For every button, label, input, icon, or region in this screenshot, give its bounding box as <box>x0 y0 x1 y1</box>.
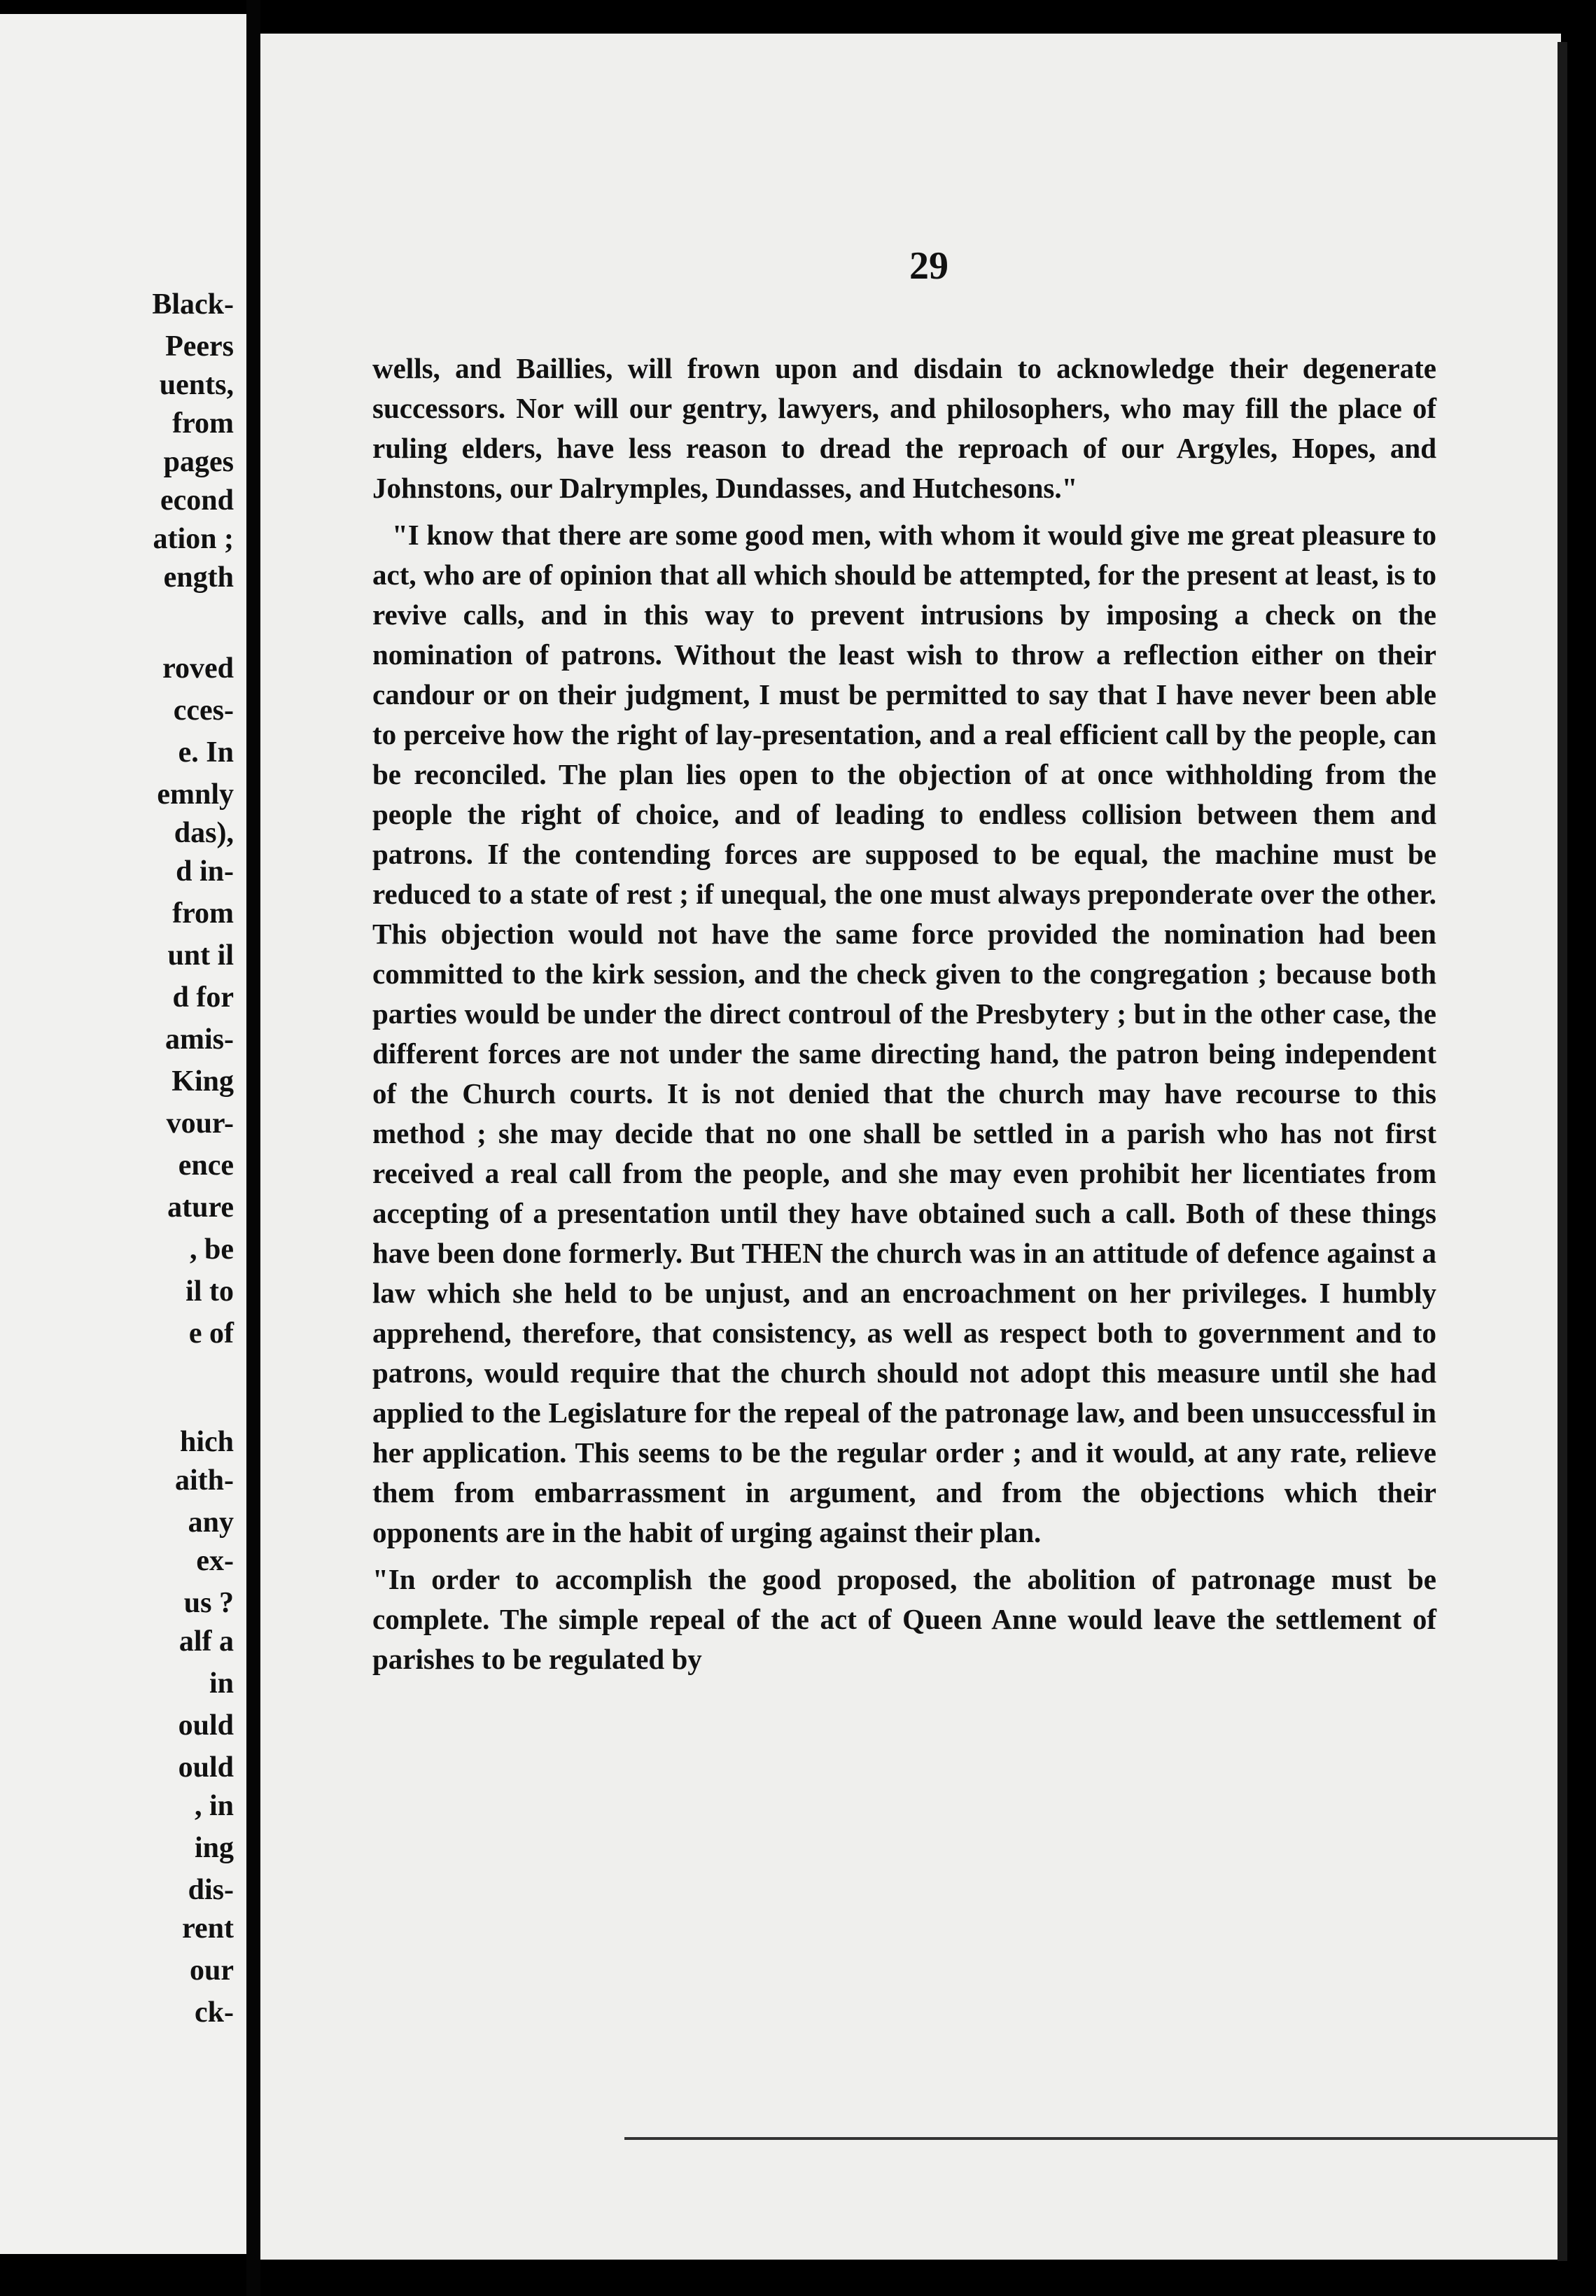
left-margin-fragment: das), <box>174 817 234 849</box>
left-page <box>0 14 246 2254</box>
left-margin-fragment: ength <box>163 561 234 594</box>
page-edge <box>1558 42 1567 2261</box>
left-margin-fragment: Peers <box>165 330 234 363</box>
paragraph: "In order to accomplish the good proposed, the abolition of patronage must be complete. The simple repeal of the act of Queen Anne would leave the settlement of parishes to be regulated by <box>372 1563 1436 1675</box>
left-margin-fragment: ing <box>194 1832 234 1864</box>
body-text <box>372 349 1436 1686</box>
left-margin-fragment: unt il <box>167 939 234 972</box>
left-margin-fragment: econd <box>160 484 234 517</box>
left-margin-fragment: ence <box>178 1149 234 1182</box>
left-margin-fragment: King <box>172 1065 234 1098</box>
page-number: 29 <box>909 244 948 288</box>
left-margin-fragment: dis- <box>188 1874 234 1906</box>
book-spine <box>246 0 260 2296</box>
left-margin-fragment: vour- <box>166 1107 234 1140</box>
left-margin-fragment: il to <box>186 1275 234 1308</box>
left-margin-fragment: emnly <box>157 778 234 811</box>
left-margin-fragment: alf a <box>178 1625 234 1658</box>
left-margin-fragment: in <box>209 1667 234 1700</box>
left-margin-fragment: hich <box>179 1426 234 1458</box>
left-margin-fragment: ex- <box>196 1545 234 1577</box>
bottom-rule <box>624 2137 1561 2140</box>
left-margin-fragment: from <box>172 897 234 930</box>
left-margin-fragment: cces- <box>173 694 234 727</box>
left-margin-fragment: uents, <box>159 369 234 401</box>
left-margin-fragment: Black- <box>152 288 234 321</box>
left-margin-fragment: from <box>172 407 234 440</box>
left-margin-fragment: us ? <box>183 1587 234 1619</box>
left-margin-fragment: , be <box>190 1233 234 1266</box>
left-margin-fragment: ation ; <box>153 523 234 555</box>
left-margin-fragment: d for <box>172 981 234 1014</box>
left-margin-fragment: amis- <box>165 1023 234 1056</box>
left-margin-fragment: rent <box>182 1912 234 1945</box>
left-margin-fragment: e of <box>188 1317 234 1350</box>
left-margin-fragment: pages <box>163 446 234 478</box>
left-margin-fragment: ould <box>178 1709 234 1742</box>
left-margin-fragment: ould <box>178 1751 234 1784</box>
left-margin-fragment: any <box>188 1506 234 1539</box>
paragraph: wells, and Baillies, will frown upon and disdain to acknowledge their degenerate successors. Nor will our gentry, lawyers, and philosophers, who may fill the place of ruling elders, have less reason to dread the reproach of our Argyles, Hopes, and Johnstons, our Dalrymples, Dundasses, and Hutchesons." <box>372 352 1436 504</box>
left-margin-fragment: roved <box>162 652 234 685</box>
left-margin-fragment: aith- <box>175 1464 234 1497</box>
left-margin-fragment: our <box>190 1954 234 1987</box>
left-margin-fragment: d in- <box>176 855 234 888</box>
right-page <box>260 34 1561 2260</box>
left-margin-fragment: , in <box>194 1790 234 1822</box>
left-margin-fragment: ck- <box>195 1996 234 2029</box>
paragraph: "I know that there are some good men, with whom it would give me great pleasure to act, who are of opinion that all which should be attempted, for the present at least, is to revive calls, and in this way to prevent intrusions by imposing a check on the nomination of patrons. Without the least wish to throw a reflection either on their candour or on their judgment, I must be permitted to say that I have never been able to perceive how the right of lay-presentation, and a real efficient call by the people, can be reconciled. The plan lies open to the objection of at once withholding from the people the right of choice, and of leading to endless collision between them and patrons. If the contending forces are supposed to be equal, the machine must be reduced to a state of rest ; if unequal, the one must always preponderate over the other. This objection would not have the same force provided the nomination had been committed to the kirk session, and the check given to the congregation ; because both parties would be under the direct controul of the Presbytery ; but in the other case, the different forces are not under the same directing hand, the patron being independent of the Church courts. It is not denied that the church may have recourse to this method ; she may decide that no one shall be settled in a parish who has not first received a real call from the people, and she may even prohibit her licentiates from accepting of a presentation until they have obtained such a call. Both of these things have been done formerly. But THEN the church was in an attitude of defence against a law which she held to be unjust, and an encroachment on her privileges. I humbly apprehend, therefore, that consistency, as well as respect both to government and to patrons, would require that the church should not adopt this measure until she had applied to the Legislature for the repeal of the patronage law, and been unsuccessful in her application. This seems to be the regular order ; and it would, at any rate, relieve them from embarrassment in argument, and from the objections which their opponents are in the habit of urging against their plan. <box>372 519 1436 1548</box>
left-margin-fragment: e. In <box>178 736 234 769</box>
left-margin-fragment: ature <box>167 1191 234 1224</box>
